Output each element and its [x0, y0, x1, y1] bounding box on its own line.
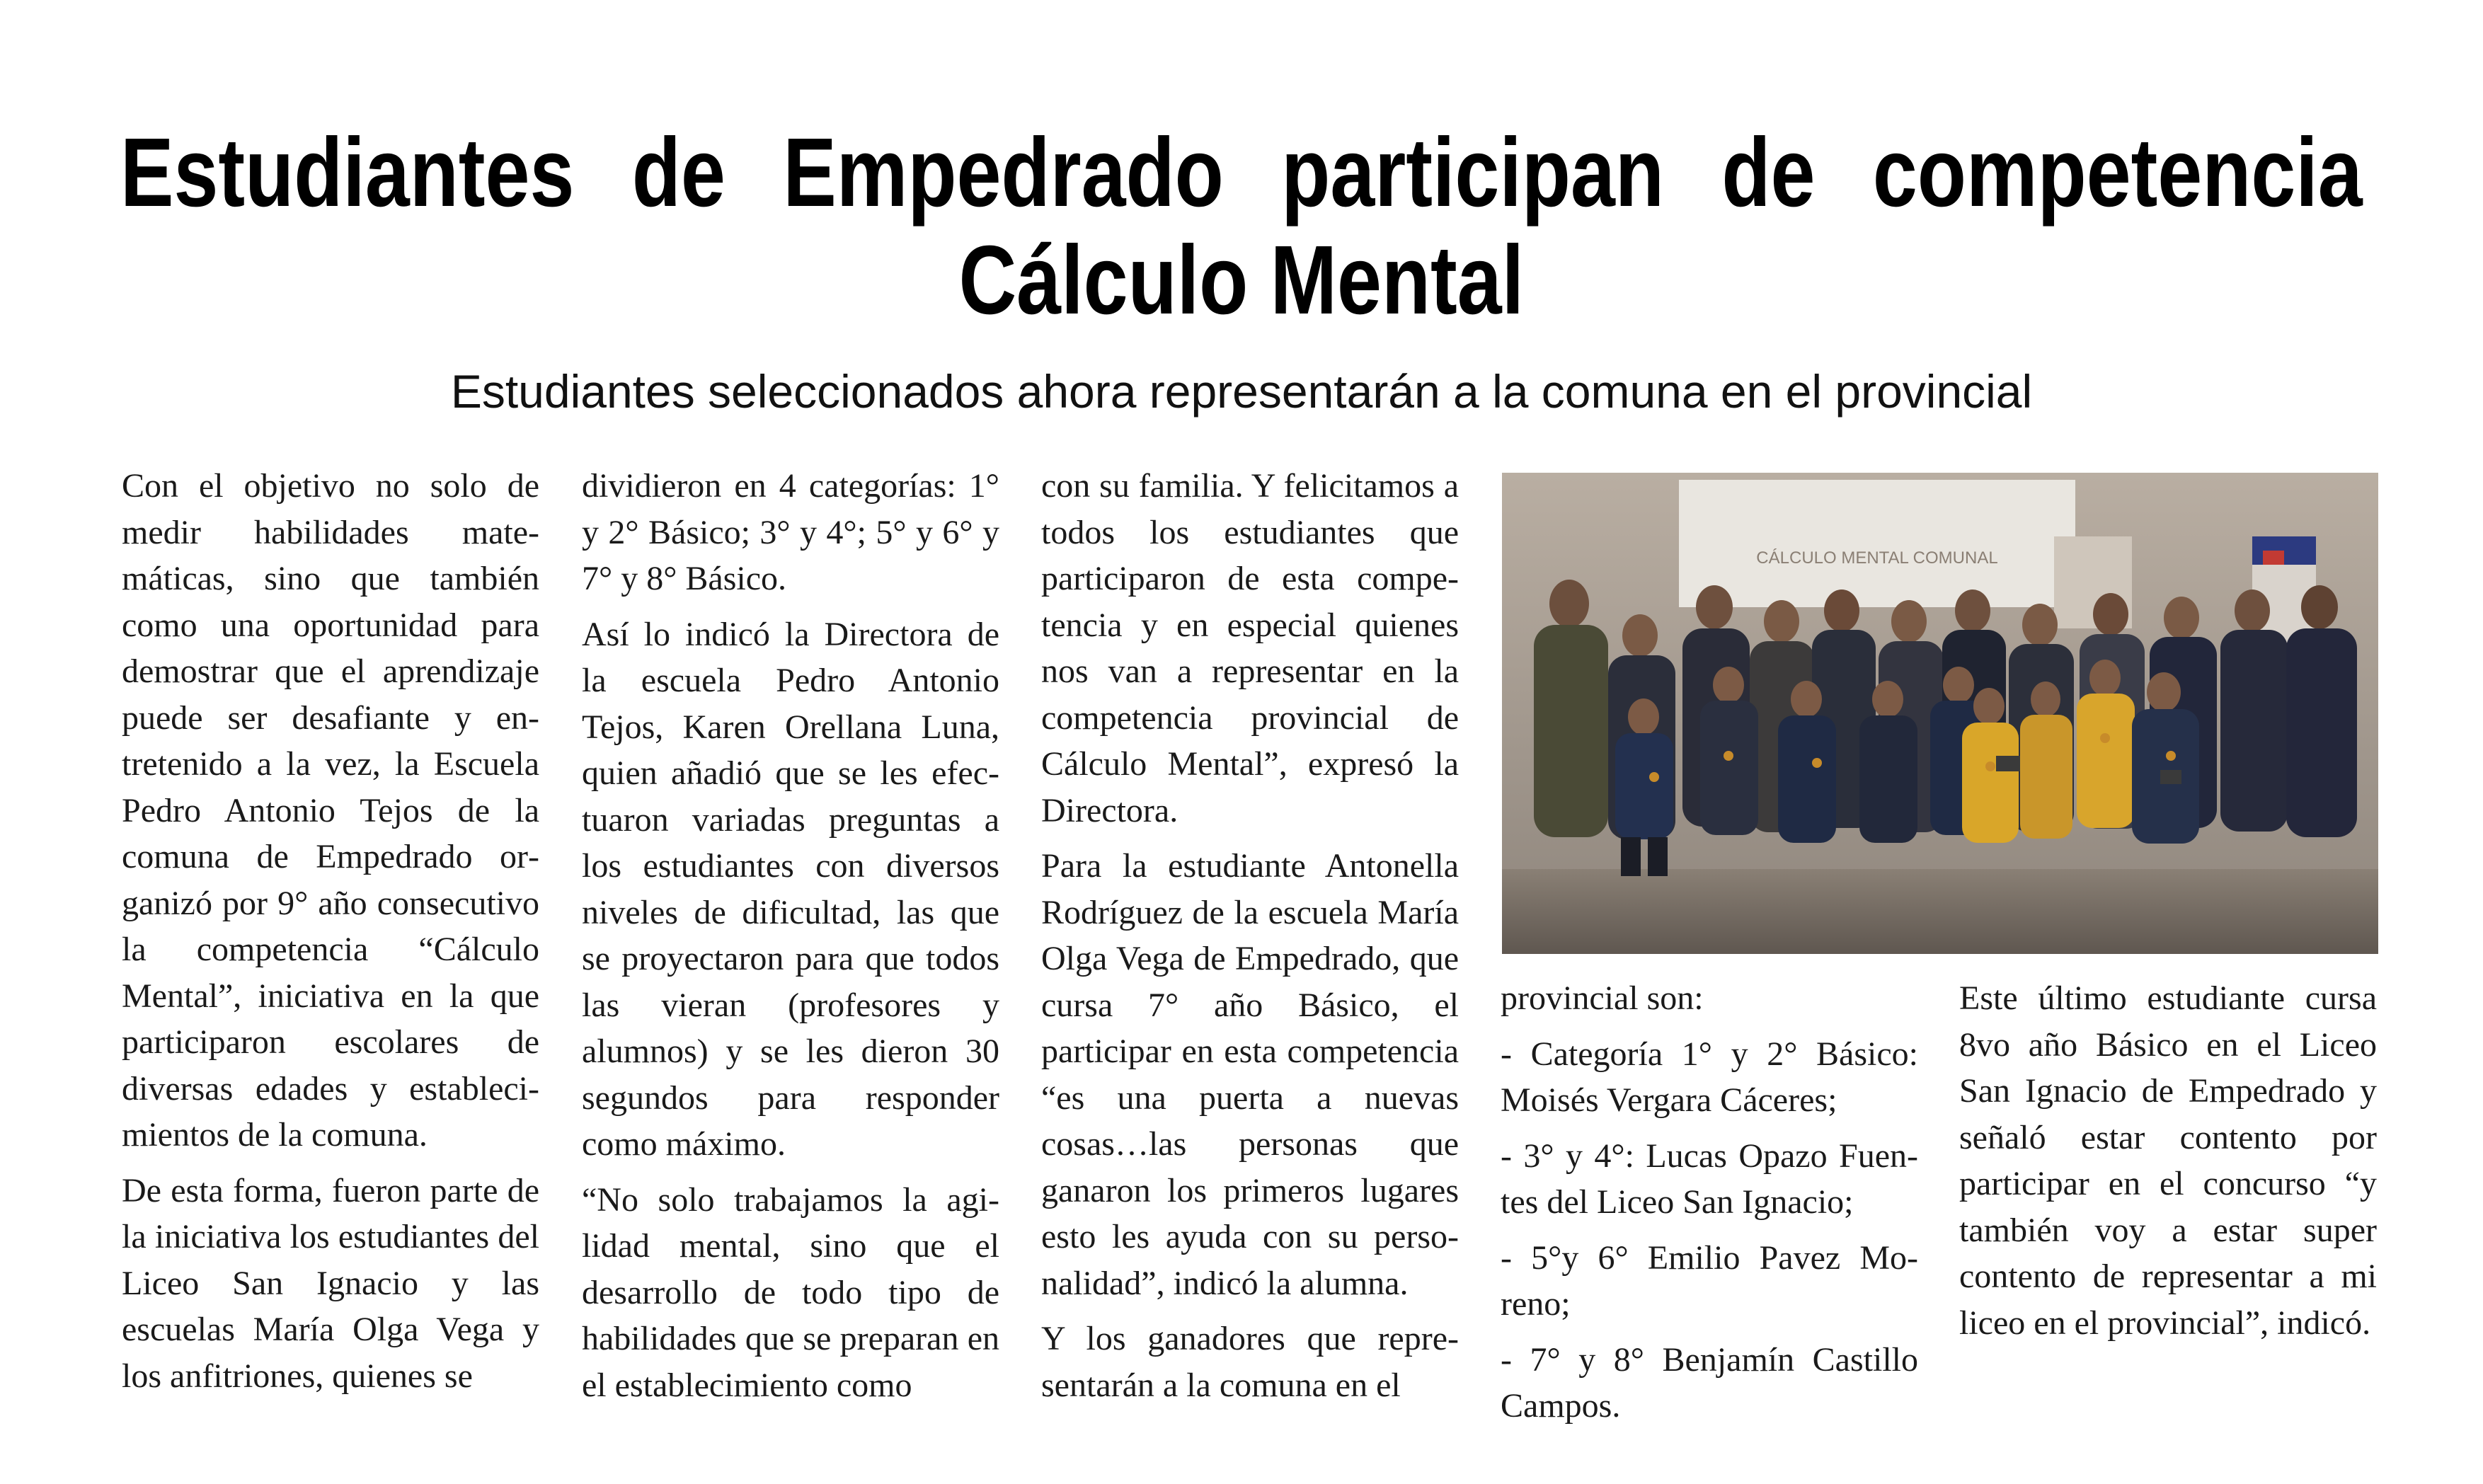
paragraph: Y los ganadores que representarán a la comuna en el — [1041, 1320, 1459, 1404]
group-photo-illustration — [1502, 473, 2378, 954]
paragraph: dividieron en 4 categorías: 1° y 2° Básico; 3° y 4°; 5° y 6° y 7° y 8° Básico. — [582, 467, 999, 597]
headline-line-1: Estudiantes de Empedrado participan de competencia — [120, 118, 2363, 227]
winners-list-item: - Categoría 1° y 2° Básico: Moisés Vergara Cáceres; — [1501, 1035, 1918, 1119]
projection-screen — [1679, 480, 2075, 607]
subheadline: Estudiantes seleccionados ahora representarán a la comuna en el provincial — [450, 365, 2033, 418]
paragraph: Para la estudiante Antonella Rodríguez de la escuela María Olga Vega de Empedrado, que cursa 7° año Básico, el participar en esta competencia “es una puerta a nuevas cosas…las personas que ganaron los primeros lugares esto les ayuda con su personalidad”, indicó la alumna. — [1041, 847, 1459, 1302]
paragraph: Con el objetivo no solo de medir habilidades matemáticas, sino que también como una oportunidad para demostrar que el aprendizaje puede ser desafiante y entretenido a la vez, la Escuela Pedro Antonio Tejos de la comuna de Empedrado organizó por 9° año consecutivo la competencia “Cálculo Mental”, iniciativa en la que participaron escolares de diversas edades y establecimientos de la comuna. — [122, 467, 539, 1154]
article-column-3 — [1041, 463, 1459, 1417]
paragraph: De esta forma, fueron parte de la iniciativa los estudiantes del Liceo San Ignacio y las escuelas María Olga Vega y los anfitriones, quienes se — [122, 1171, 539, 1395]
paragraph: “No solo trabajamos la agilidad mental, sino que el desarrollo de todo tipo de habilidades que se preparan en el establecimiento como — [582, 1180, 999, 1404]
paragraph: Este último estudiante cursa 8vo año Básico en el Liceo San Ignacio de Empedrado y señaló estar contento por participar en el concurso “y también voy a estar super contento de representar a mi liceo en el provincial”, indicó. — [1959, 979, 2377, 1342]
winners-list-item: - 3° y 4°: Lucas Opazo Fuentes del Liceo San Ignacio; — [1501, 1137, 1918, 1221]
headline-line-2: Cálculo Mental — [958, 226, 1525, 335]
paragraph: provincial son: — [1501, 979, 1704, 1017]
paragraph: Así lo indicó la Directora de la escuela Pedro Antonio Tejos, Karen Orellana Luna, quien añadió que se les efectuaron variadas preguntas a los estudiantes con diversos niveles de dificultad, las que se proyectaron para que todos las vieran (profesores y alumnos) y se les dieron 30 segundos para responder como máximo. — [582, 615, 999, 1163]
article-column-1 — [122, 463, 539, 1408]
article-column-4 — [1501, 975, 1918, 1439]
projection-screen-text: CÁLCULO MENTAL COMUNAL — [1756, 548, 1998, 568]
winners-list-item: - 5°y 6° Emilio Pavez Moreno; — [1501, 1238, 1918, 1323]
paragraph: con su familia. Y felicitamos a todos los estudiantes que participaron de esta competencia y en especial quienes nos van a representar en la competencia provincial de Cálculo Mental”, expresó la Directora. — [1041, 467, 1459, 829]
group-photo — [1502, 473, 2378, 954]
winners-list-item: - 7° y 8° Benjamín Castillo Campos. — [1501, 1340, 1918, 1425]
article-column-2 — [582, 463, 999, 1417]
headline — [120, 119, 2363, 334]
article-column-5 — [1959, 975, 2377, 1355]
